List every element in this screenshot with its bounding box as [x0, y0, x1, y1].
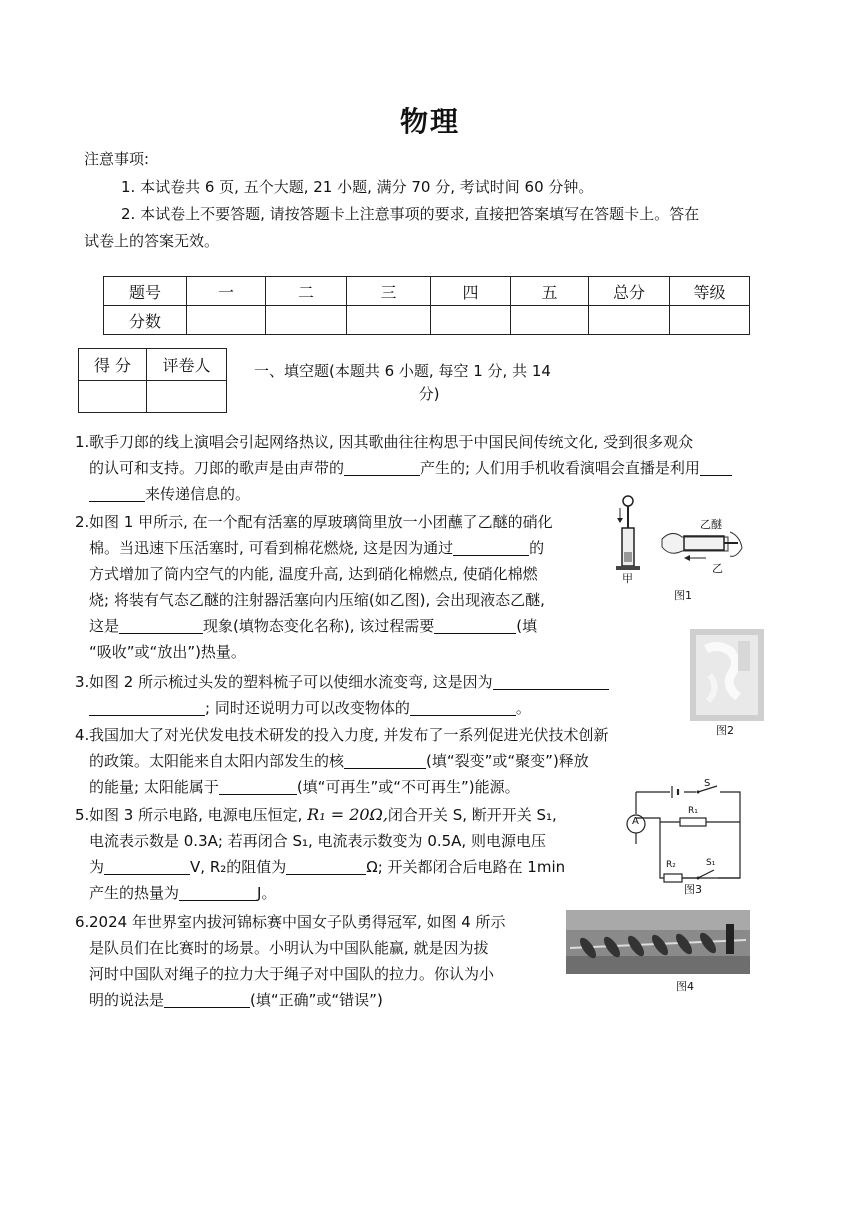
- grader-cell-empty: [79, 381, 147, 413]
- figure-3-ammeter: A: [632, 816, 639, 827]
- question-text: 电流表示数是 0.3A; 若再闭合 S₁, 电流表示数变为 0.5A, 则电源电压: [89, 832, 546, 850]
- question-text: 。: [515, 699, 531, 717]
- question-text: (填: [516, 617, 538, 635]
- figure-2-photo: [690, 629, 764, 721]
- score-table: [103, 276, 750, 335]
- answer-blank[interactable]: [119, 617, 203, 634]
- question-text: 我国加大了对光伏发电技术研发的投入力度, 并发布了一系列促进光伏技术创新: [89, 726, 609, 744]
- answer-blank[interactable]: [493, 673, 609, 690]
- figure-1-label: 图1: [674, 589, 692, 602]
- score-row-label: 分数: [104, 306, 187, 335]
- question-number: 1.: [75, 433, 90, 451]
- figure-3-s1: S₁: [706, 858, 716, 868]
- figure-1-yi: 乙: [712, 562, 723, 575]
- figure-3-s: S: [704, 778, 711, 789]
- answer-blank[interactable]: [344, 752, 426, 769]
- score-cell-header: 等级: [670, 277, 750, 306]
- score-cell-header: 四: [431, 277, 511, 306]
- question-text: 产生的; 人们用手机收看演唱会直播是利用: [420, 459, 700, 477]
- question-text: 产生的热量为: [89, 884, 180, 902]
- question-text: J。: [257, 884, 277, 902]
- question-line: [89, 987, 506, 1013]
- figure-1: [612, 492, 752, 604]
- question-5: [75, 802, 566, 906]
- score-cell-header: 题号: [104, 277, 187, 306]
- question-text: 这是: [89, 617, 120, 635]
- question-text: 现象(填物态变化名称), 该过程需要: [203, 617, 435, 635]
- answer-blank[interactable]: [453, 539, 529, 556]
- question-text: 如图 2 所示梳过头发的塑料梳子可以使细水流变弯, 这是因为: [89, 673, 493, 691]
- question-3: [75, 669, 609, 721]
- score-cell-empty: [511, 306, 589, 335]
- answer-blank[interactable]: [286, 858, 366, 875]
- question-text: 闭合开关 S, 断开开关 S₁,: [387, 806, 557, 824]
- answer-blank[interactable]: [410, 699, 516, 716]
- notice-heading: 注意事项:: [84, 150, 150, 168]
- figure-3-r1: R₁: [688, 806, 698, 816]
- question-text: (填“可再生”或“不可再生”)能源。: [296, 778, 520, 796]
- question-line: [89, 880, 565, 906]
- question-line: [89, 802, 565, 828]
- question-number: 3.: [75, 673, 90, 691]
- answer-blank[interactable]: [344, 459, 420, 476]
- figure-4-photo: [566, 910, 750, 974]
- question-line: [89, 455, 732, 481]
- figure-3-circuit: [622, 784, 752, 894]
- score-cell-header: 五: [511, 277, 589, 306]
- answer-blank-cont[interactable]: [89, 699, 205, 716]
- question-text: (填“正确”或“错误”): [250, 991, 383, 1009]
- question-text: ; 同时还说明力可以改变物体的: [205, 699, 410, 717]
- question-text: 2024 年世界室内拔河锦标赛中国女子队勇得冠军, 如图 4 所示: [89, 913, 506, 931]
- figure-4: [566, 910, 750, 993]
- grader-score-label: 得 分: [79, 349, 147, 381]
- answer-blank[interactable]: [104, 858, 190, 875]
- question-text: 来传递信息的。: [145, 485, 251, 503]
- grader-table: [78, 348, 227, 413]
- question-text: 的: [529, 539, 545, 557]
- question-number: 4.: [75, 726, 90, 744]
- question-2: [75, 509, 553, 665]
- section-heading-line1: 一、填空题(本题共 6 小题, 每空 1 分, 共 14: [254, 362, 551, 380]
- question-text: 棉。当迅速下压活塞时, 可看到棉花燃烧, 这是因为通过: [89, 539, 454, 557]
- score-cell-header: 二: [266, 277, 347, 306]
- question-text: 的能量; 太阳能属于: [89, 778, 219, 796]
- question-text: 烧; 将装有气态乙醚的注射器活塞向内压缩(如乙图), 会出现液态乙醚,: [89, 591, 545, 609]
- score-cell-empty: [187, 306, 266, 335]
- question-text: 方式增加了筒内空气的内能, 温度升高, 达到硝化棉燃点, 使硝化棉燃: [89, 565, 538, 583]
- question-text: 歌手刀郎的线上演唱会引起网络热议, 因其歌曲往往构思于中国民间传统文化, 受到很多观众: [89, 433, 694, 451]
- score-cell-empty: [670, 306, 750, 335]
- figure-1-ether: 乙醚: [700, 518, 722, 531]
- section-heading: [254, 360, 604, 406]
- question-line: [89, 748, 609, 774]
- score-cell-header: 总分: [589, 277, 670, 306]
- answer-blank[interactable]: [164, 991, 250, 1008]
- figure-3-label: 图3: [684, 883, 702, 896]
- score-cell-header: 三: [347, 277, 431, 306]
- question-line: [89, 854, 565, 880]
- question-6: [75, 909, 506, 1013]
- question-text: 如图 1 甲所示, 在一个配有活塞的厚玻璃筒里放一小团蘸了乙醚的硝化: [89, 513, 553, 531]
- page-title: 物理: [399, 105, 460, 138]
- grader-name-label: 评卷人: [147, 349, 227, 381]
- figure-3-r2: R₂: [666, 860, 676, 870]
- answer-blank[interactable]: [434, 617, 516, 634]
- question-number: 2.: [75, 513, 90, 531]
- figure-2-label: 图2: [716, 724, 734, 737]
- notice-item-2-cont: 试卷上的答案无效。: [84, 232, 220, 250]
- question-line: [89, 695, 609, 721]
- section-heading-line2: 分): [418, 385, 440, 403]
- question-text: 如图 3 所示电路, 电源电压恒定,: [89, 806, 303, 824]
- figure-1-jia: 甲: [622, 572, 633, 585]
- answer-blank[interactable]: [179, 884, 257, 901]
- question-text: 的认可和支持。刀郎的歌声是由声带的: [89, 459, 345, 477]
- notice-item-1: 1. 本试卷共 6 页, 五个大题, 21 小题, 满分 70 分, 考试时间 60 分钟。: [121, 178, 594, 196]
- question-line: [89, 669, 609, 695]
- question-4: [75, 722, 609, 800]
- question-text: “吸收”或“放出”)热量。: [89, 643, 246, 661]
- answer-blank[interactable]: [219, 778, 297, 795]
- question-number: 5.: [75, 806, 90, 824]
- question-number: 6.: [75, 913, 90, 931]
- question-line: [89, 535, 553, 561]
- question-line: [89, 613, 553, 639]
- figure-3: [622, 778, 752, 896]
- question-line: [89, 774, 609, 800]
- score-table-score-row: [104, 306, 750, 335]
- score-cell-empty: [431, 306, 511, 335]
- question-text: 是队员们在比赛时的场景。小明认为中国队能赢, 就是因为拔: [89, 939, 489, 957]
- question-text: 河时中国队对绳子的拉力大于绳子对中国队的拉力。你认为小: [89, 965, 495, 983]
- score-cell-empty: [347, 306, 431, 335]
- question-text: 的政策。太阳能来自太阳内部发生的核: [89, 752, 345, 770]
- answer-blank[interactable]: [700, 459, 732, 476]
- score-cell-empty: [589, 306, 670, 335]
- question-text: 为: [89, 858, 105, 876]
- question-text: V, R₂的阻值为: [190, 858, 287, 876]
- figure-4-label: 图4: [676, 980, 694, 993]
- question-text: Ω; 开关都闭合后电路在 1min: [366, 858, 566, 876]
- figure-2: [690, 629, 764, 737]
- answer-blank-cont[interactable]: [89, 485, 145, 502]
- formula-r1: R₁ = 20Ω,: [307, 805, 388, 824]
- notice-item-2: 2. 本试卷上不要答题, 请按答题卡上注意事项的要求, 直接把答案填写在答题卡上。答在: [121, 205, 700, 223]
- score-table-header-row: [104, 277, 750, 306]
- score-cell-header: 一: [187, 277, 266, 306]
- score-cell-empty: [266, 306, 347, 335]
- grader-cell-empty: [147, 381, 227, 413]
- question-text: (填“裂变”或“聚变”)释放: [426, 752, 589, 770]
- question-text: 明的说法是: [89, 991, 165, 1009]
